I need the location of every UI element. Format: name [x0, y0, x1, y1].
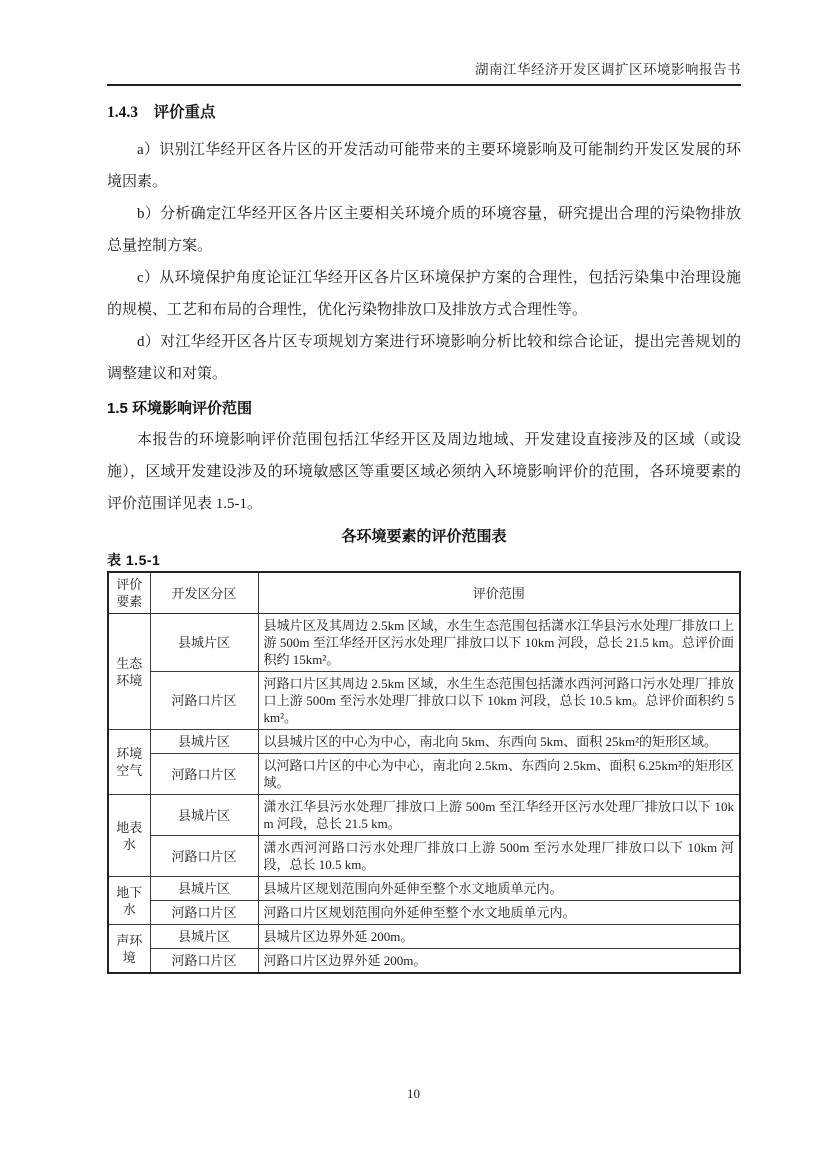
- scope-cell: 以河路口片区的中心为中心，南北向 2.5km、东西向 2.5km、面积 6.25km²的矩形区域。: [258, 754, 740, 795]
- table-row: [108, 754, 740, 795]
- evaluation-scope-table: [107, 571, 741, 974]
- page-header-title: 湖南江华经济开发区调扩区环境影响报告书: [475, 62, 741, 77]
- scope-cell: 河路口片区边界外延 200m。: [258, 949, 740, 974]
- factor-cell: 声环境: [108, 925, 150, 974]
- table-row: [108, 925, 740, 949]
- table-row: [108, 730, 740, 754]
- zone-cell: 河路口片区: [150, 672, 258, 730]
- table-row: [108, 877, 740, 901]
- scope-cell: 县城片区边界外延 200m。: [258, 925, 740, 949]
- table-row: [108, 614, 740, 672]
- scope-cell: 河路口片区其周边 2.5km 区域，水生生态范围包括潇水西河河路口污水处理厂排放口上游 500m 至污水处理厂排放口以下 10km 河段，总长 10.5 km。总评价面积约 5km²。: [258, 672, 740, 730]
- scope-cell: 以县城片区的中心为中心，南北向 5km、东西向 5km、面积 25km²的矩形区域。: [258, 730, 740, 754]
- zone-cell: 河路口片区: [150, 836, 258, 877]
- page-number: 10: [407, 1086, 420, 1101]
- section-heading-15: 1.5 环境影响评价范围: [107, 400, 253, 417]
- zone-cell: 河路口片区: [150, 901, 258, 925]
- table-row: [108, 949, 740, 974]
- zone-cell: 河路口片区: [150, 949, 258, 974]
- scope-cell: 潇水江华县污水处理厂排放口上游 500m 至江华经开区污水处理厂排放口以下 10km 河段，总长 21.5 km。: [258, 795, 740, 836]
- scope-cell: 潇水西河河路口污水处理厂排放口上游 500m 至污水处理厂排放口以下 10km 河段，总长 10.5 km。: [258, 836, 740, 877]
- table-row: [108, 901, 740, 925]
- paragraph-b: b）分析确定江华经开区各片区主要相关环境介质的环境容量，研究提出合理的污染物排放总量控制方案。: [107, 206, 741, 254]
- table-row: [108, 795, 740, 836]
- table-row: [108, 836, 740, 877]
- scope-cell: 河路口片区规划范围向外延伸至整个水文地质单元内。: [258, 901, 740, 925]
- factor-cell: 环境空气: [108, 730, 150, 795]
- page-footer: [0, 1086, 827, 1102]
- zone-cell: 县城片区: [150, 925, 258, 949]
- col-header-zone: 开发区分区: [150, 572, 258, 614]
- paragraph-c: c）从环境保护角度论证江华经开区各片区环境保护方案的合理性，包括污染集中治理设施的规模、工艺和布局的合理性，优化污染物排放口及排放方式合理性等。: [107, 270, 741, 318]
- scope-cell: 县城片区规划范围向外延伸至整个水文地质单元内。: [258, 877, 740, 901]
- col-header-factor: 评价要素: [108, 572, 150, 614]
- paragraph-scope-intro: 本报告的环境影响评价范围包括江华经开区及周边地域、开发建设直接涉及的区域（或设施），区域开发建设涉及的环境敏感区等重要区域必须纳入环境影响评价的范围，各环境要素的评价范围详见表 1.5-1。: [107, 432, 741, 512]
- zone-cell: 县城片区: [150, 877, 258, 901]
- header-rule: [107, 84, 741, 86]
- table-header-row: [108, 572, 740, 614]
- scope-cell: 县城片区及其周边 2.5km 区域，水生生态范围包括潇水江华县污水处理厂排放口上游 500m 至江华经开区污水处理厂排放口以下 10km 河段，总长 21.5 km。总评价面积约 15km²。: [258, 614, 740, 672]
- table-label: 表 1.5-1: [107, 552, 161, 568]
- factor-cell: 地下水: [108, 877, 150, 925]
- zone-cell: 县城片区: [150, 730, 258, 754]
- table-caption: 各环境要素的评价范围表: [341, 528, 507, 545]
- col-header-scope: 评价范围: [258, 572, 740, 614]
- paragraph-d: d）对江华经开区各片区专项规划方案进行环境影响分析比较和综合论证，提出完善规划的调整建议和对策。: [107, 334, 741, 382]
- zone-cell: 县城片区: [150, 614, 258, 672]
- zone-cell: 县城片区: [150, 795, 258, 836]
- paragraph-a: a）识别江华经开区各片区的开发活动可能带来的主要环境影响及可能制约开发区发展的环境因素。: [107, 142, 741, 190]
- section-heading-143: 1.4.3 评价重点: [107, 104, 216, 121]
- table-row: [108, 672, 740, 730]
- factor-cell: 地表水: [108, 795, 150, 877]
- zone-cell: 河路口片区: [150, 754, 258, 795]
- page-content: [107, 96, 741, 974]
- factor-cell: 生态环境: [108, 614, 150, 730]
